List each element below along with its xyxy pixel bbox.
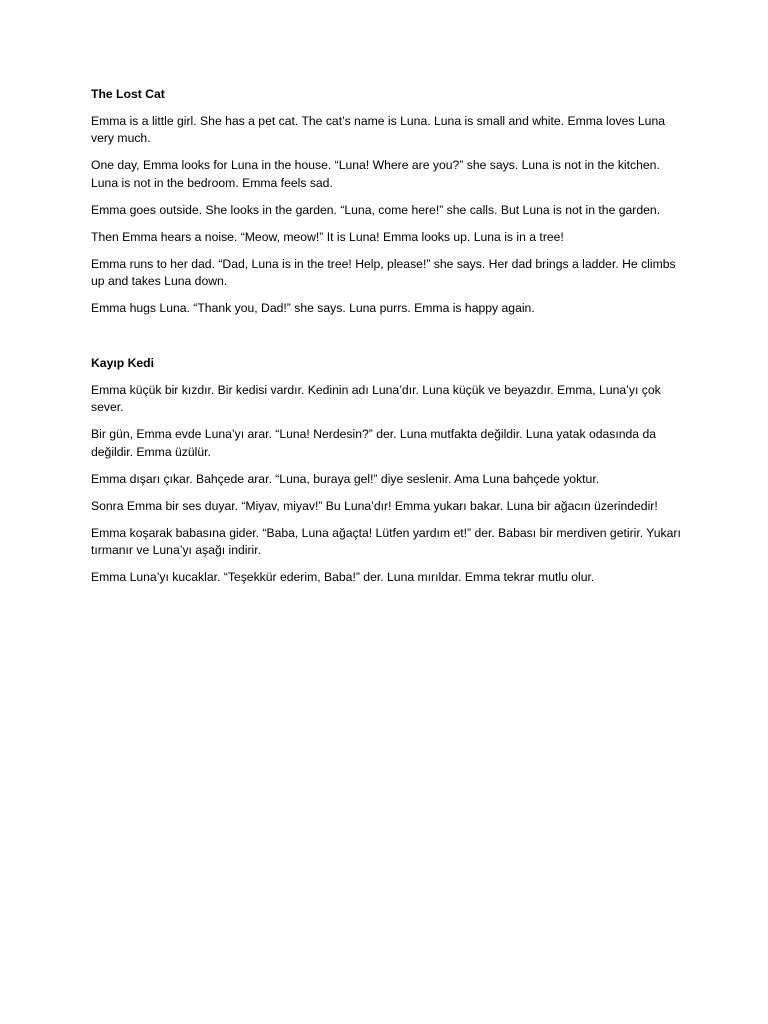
turkish-paragraph-2: Bir gün, Emma evde Luna’yı arar. “Luna! Nerdesin?” der. Luna mutfakta değildir. Luna yatak odasında da değildir. Emma üzülür. xyxy=(91,427,657,459)
english-story xyxy=(91,86,681,318)
turkish-story xyxy=(91,355,681,587)
english-paragraph-3: Emma goes outside. She looks in the garden. “Luna, come here!” she calls. But Luna is not in the garden. xyxy=(91,202,661,217)
turkish-paragraph-6: Emma Luna’yı kucaklar. “Teşekkür ederim, Baba!” der. Luna mırıldar. Emma tekrar mutlu olur. xyxy=(91,570,595,584)
english-paragraph-4: Then Emma hears a noise. “Meow, meow!” It is Luna! Emma looks up. Luna is in a tree! xyxy=(91,229,564,244)
section-spacer xyxy=(91,327,681,355)
english-paragraph-1: Emma is a little girl. She has a pet cat. The cat’s name is Luna. Luna is small and white. Emma loves Luna very much. xyxy=(91,113,666,145)
english-paragraph-2: One day, Emma looks for Luna in the house. “Luna! Where are you?” she says. Luna is not in the kitchen. Luna is not in the bedroom. Emma feels sad. xyxy=(91,158,660,190)
english-story-title: The Lost Cat xyxy=(91,87,165,101)
document-page xyxy=(91,86,681,596)
turkish-paragraph-1: Emma küçük bir kızdır. Bir kedisi vardır. Kedinin adı Luna’dır. Luna küçük ve beyazdır. Emma, Luna’yı çok sever. xyxy=(91,382,661,414)
turkish-paragraph-5: Emma koşarak babasına gider. “Baba, Luna ağaçta! Lütfen yardım et!” der. Babası bir merdiven getirir. Yukarı tırmanır ve Luna’yı aşağı indirir. xyxy=(91,525,681,557)
english-paragraph-5: Emma runs to her dad. “Dad, Luna is in the tree! Help, please!” she says. Her dad brings a ladder. He climbs up and takes Luna down. xyxy=(91,256,676,288)
turkish-paragraph-3: Emma dışarı çıkar. Bahçede arar. “Luna, buraya gel!” diye seslenir. Ama Luna bahçede yoktur. xyxy=(91,471,600,486)
english-paragraph-6: Emma hugs Luna. “Thank you, Dad!” she says. Luna purrs. Emma is happy again. xyxy=(91,301,535,315)
turkish-paragraph-4: Sonra Emma bir ses duyar. “Miyav, miyav!” Bu Luna’dır! Emma yukarı bakar. Luna bir ağacın üzerindedir! xyxy=(91,498,658,513)
turkish-story-title: Kayıp Kedi xyxy=(91,356,154,370)
